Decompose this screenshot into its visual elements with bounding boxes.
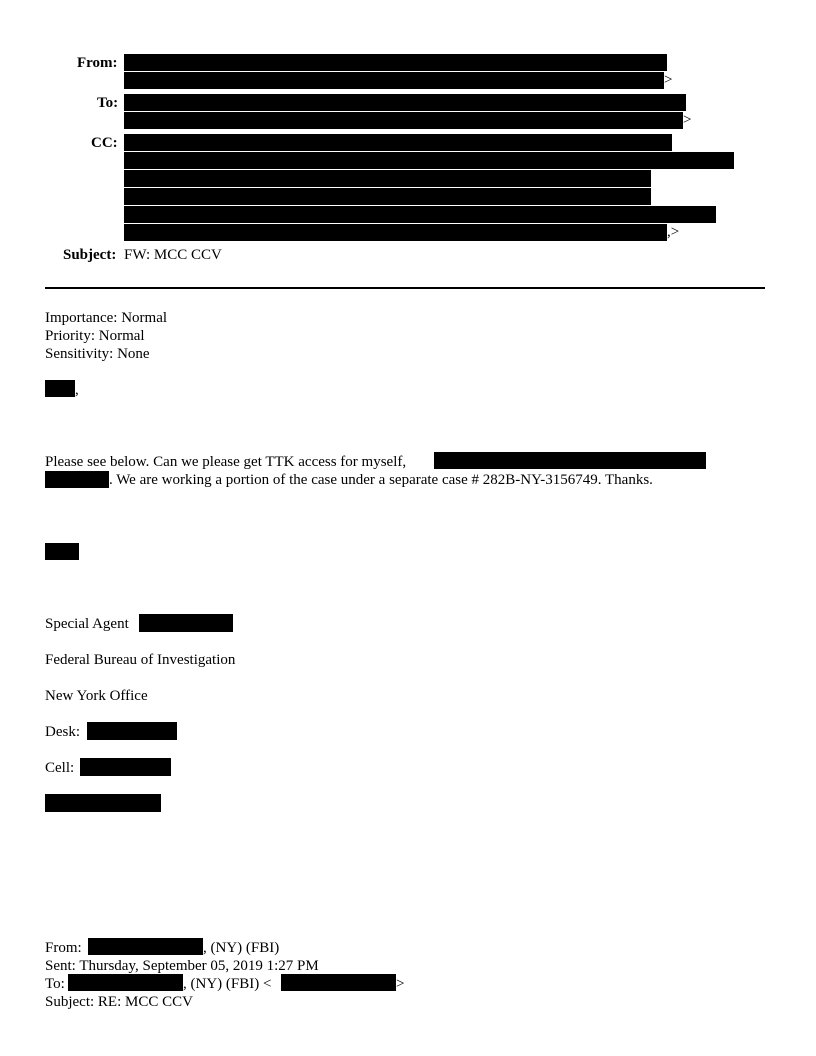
priority-line: Priority: Normal xyxy=(45,328,145,344)
redaction-fwd-from xyxy=(88,938,203,955)
to-label: To: xyxy=(97,95,119,111)
fwd-from-label: From: xyxy=(45,940,82,956)
fwd-subject: Subject: RE: MCC CCV xyxy=(45,994,193,1010)
redaction-cc-2 xyxy=(124,152,734,169)
redaction-to-email xyxy=(124,112,683,129)
to-email-close: > xyxy=(683,112,692,128)
subject-label: Subject: xyxy=(63,247,117,263)
fwd-sent: Sent: Thursday, September 05, 2019 1:27 PM xyxy=(45,958,319,974)
redaction-from-email xyxy=(124,72,664,89)
header-divider xyxy=(45,287,765,289)
sensitivity-line: Sensitivity: None xyxy=(45,346,150,362)
signature-title: Special Agent xyxy=(45,616,129,632)
cell-label: Cell: xyxy=(45,760,75,776)
desk-label: Desk: xyxy=(45,724,80,740)
redaction-body-2 xyxy=(45,471,109,488)
signature-org: Federal Bureau of Investigation xyxy=(45,652,236,668)
importance-line: Importance: Normal xyxy=(45,310,168,326)
fwd-to-label: To: xyxy=(45,976,65,992)
from-label: From: xyxy=(77,55,118,71)
redaction-fwd-to-email xyxy=(281,974,396,991)
redaction-to-name xyxy=(124,94,686,111)
redaction-signature-extra xyxy=(45,794,161,812)
greeting-comma: , xyxy=(75,382,79,398)
fwd-from-suffix: , (NY) (FBI) xyxy=(203,940,280,956)
redaction-cc-1 xyxy=(124,134,672,151)
redaction-signoff-name xyxy=(45,543,79,560)
redaction-greeting-name xyxy=(45,380,75,397)
cc-label: CC: xyxy=(91,135,118,151)
body-line-2: . We are working a portion of the case under a separate case # 282B-NY-3156749. Thanks. xyxy=(109,472,653,488)
subject-value: FW: MCC CCV xyxy=(124,247,222,263)
signature-office: New York Office xyxy=(45,688,148,704)
redaction-desk-phone xyxy=(87,722,177,740)
fwd-to-suffix: , (NY) (FBI) < xyxy=(183,976,272,992)
redaction-cc-3 xyxy=(124,170,651,187)
body-line-1: Please see below. Can we please get TTK access for myself, xyxy=(45,454,407,470)
cc-email-close: ,> xyxy=(667,224,680,240)
redaction-cc-4 xyxy=(124,188,651,205)
redaction-body-1 xyxy=(434,452,706,469)
redaction-cc-5 xyxy=(124,206,716,223)
redaction-agent-name xyxy=(139,614,233,632)
from-email-close: > xyxy=(664,72,673,88)
redaction-cell-phone xyxy=(80,758,171,776)
redaction-fwd-to-name xyxy=(68,974,183,991)
redaction-cc-6 xyxy=(124,224,667,241)
redaction-from-name xyxy=(124,54,667,71)
fwd-to-close: > xyxy=(396,976,405,992)
